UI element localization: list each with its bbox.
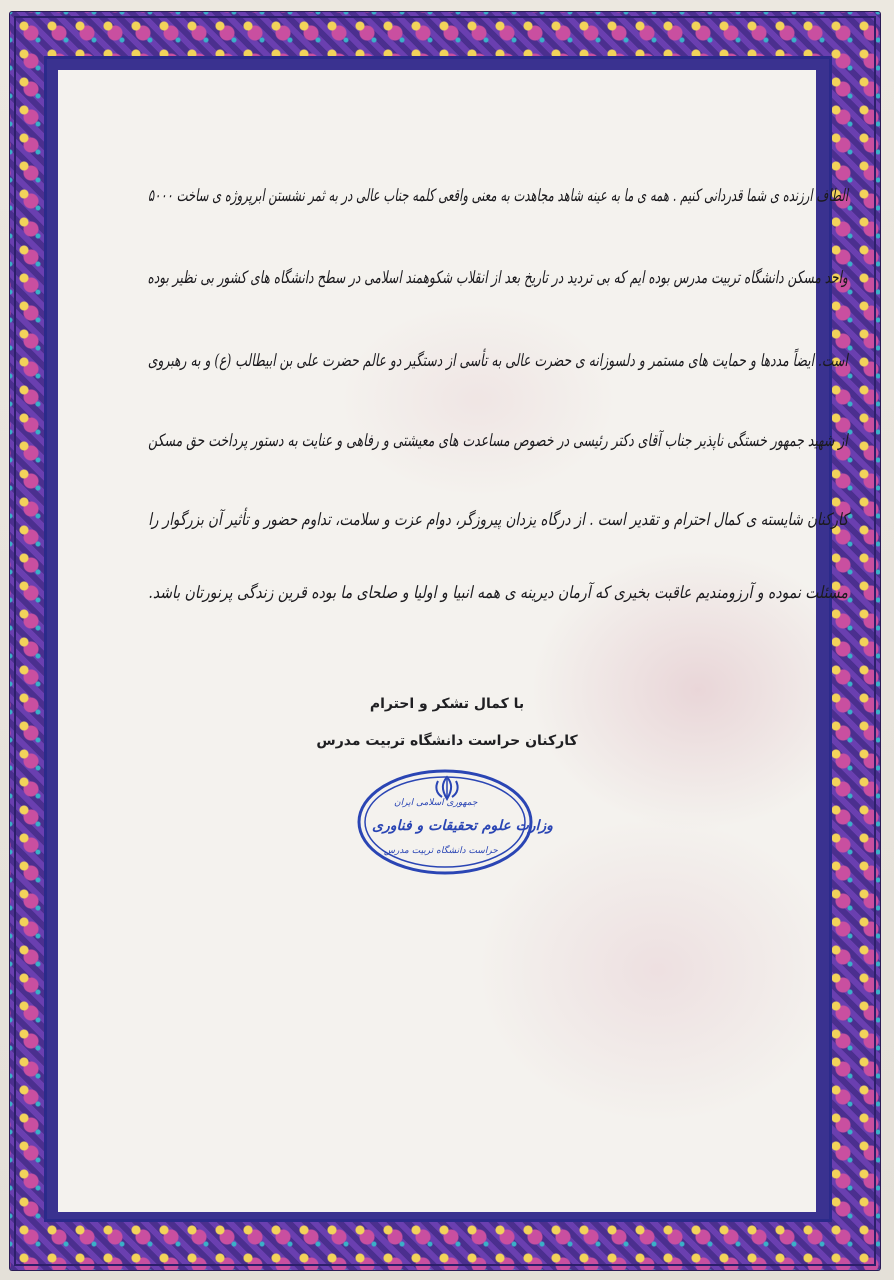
letter-line-4: از شهید جمهور خستگی ناپذیر جناب آقای دکتر رئیسی در خصوص مساعدت های معیشتی و رفاهی و عنایت به دستور پرداخت حق مسکن xyxy=(148,431,848,451)
stamp-line-2: وزارت علوم تحقیقات و فناوری xyxy=(372,818,553,834)
stamp-line-3: حراست دانشگاه تربیت مدرس xyxy=(384,846,498,856)
letter-line-3: است. ایضاً مددها و حمایت های مستمر و دلسوزانه ی حضرت عالی به تأسی از دستگیر دو عالم حضرت علی بن ابیطالب (ع) و به رهبروی xyxy=(148,351,848,371)
letter-line-1: الطاف ارزنده ی شما قدردانی کنیم . همه ی ما به عینه شاهد مجاهدت به معنی واقعی کلمه جناب عالی در به ثمر نشستن ابرپروژه ی ساخت ۵۰۰۰ xyxy=(147,186,848,206)
signature-line: کارکنان حراست دانشگاه تربیت مدرس xyxy=(316,733,578,749)
letter-line-5: کارکنان شایسته ی کمال احترام و تقدیر است . از درگاه یزدان پیروزگر، دوام عزت و سلامت، تداوم حضور و تأثیر آن بزرگوار را xyxy=(147,510,848,530)
closing-phrase: با کمال تشکر و احترام xyxy=(369,696,525,712)
letter-line-6: مسئلت نموده و آرزومندیم عاقبت بخیری که آرمان دیرینه ی همه انبیا و اولیا و صلحای ما بوده قرین زندگی پرنورتان باشد. xyxy=(148,583,848,603)
stamp-line-1: جمهوری اسلامی ایران xyxy=(394,798,478,808)
letter-paper xyxy=(58,70,816,1212)
letter-line-2: واحد مسکن دانشگاه تربیت مدرس بوده ایم که بی تردید در تاریخ بعد از انقلاب شکوهمند اسلامی در سطح دانشگاه های کشور بی نظیر بوده xyxy=(147,268,848,288)
